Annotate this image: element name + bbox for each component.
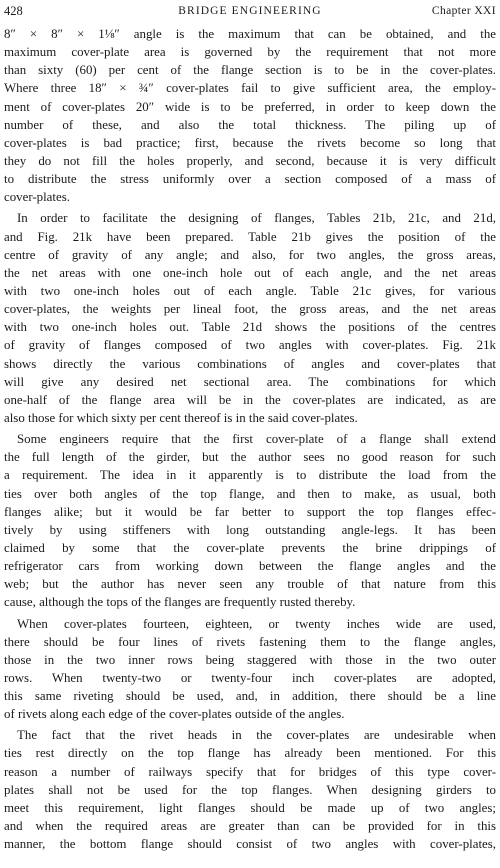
- text-line: will give any desired net sectional area. The combinations for which: [4, 374, 496, 389]
- text-line: the full length of the girder, but the author sees no good reason for such: [4, 450, 496, 465]
- text-line: claimed by some that the cover-plate prevents the brine drippings of: [4, 540, 496, 555]
- text-line: of gravity of flanges composed of two angles with cover-plates. Fig. 21k: [4, 338, 496, 353]
- page-number: 428: [4, 4, 23, 18]
- text-line: meet this requirement, light flanges should be made up of two angles;: [4, 800, 496, 815]
- text-line: tively by using stiffeners with long outstanding angle-legs. It has been: [4, 522, 496, 537]
- running-title: BRIDGE ENGINEERING: [178, 5, 322, 17]
- paragraph: [4, 25, 496, 206]
- text-line: When cover-plates fourteen, eighteen, or twenty inches wide are used,: [17, 616, 496, 631]
- text-line: 8″ × 8″ × 1⅛″ angle is the maximum that can be obtained, and the: [4, 27, 496, 41]
- text-line: than sixty (60) per cent of the flange section is to be in the cover-plates.: [4, 63, 496, 78]
- paragraph: [4, 209, 496, 427]
- text-line: centre of gravity of any angle; and also, for two angles, the gross areas,: [4, 247, 496, 262]
- text-line: and Fig. 21k have been prepared. Table 21b gives the position of the: [4, 229, 496, 244]
- text-line: Where three 18″ × ¾″ cover-plates fail to give sufficient area, the employ-: [4, 81, 496, 96]
- text-line: a requirement. The idea in it apparently is to distribute the load from the: [4, 468, 496, 483]
- text-line: one-half of the flange area will be in the cover-plates are indicated, as are: [4, 392, 496, 407]
- text-line: flanges alike; but it would be far better to support the top flanges effec-: [4, 504, 496, 519]
- text-line: reason a number of railways specify that for bridges of this type cover-: [4, 764, 496, 779]
- text-line: cover-plates, the weights per lineal foot, the gross areas, and the net areas: [4, 302, 496, 317]
- text-line: with two one-inch holes out. Table 21d shows the positions of the centres: [4, 320, 496, 335]
- text-line: with two one-inch holes out of each angle. Table 21c gives, for various: [4, 283, 496, 298]
- body-text: [4, 25, 496, 856]
- text-line: Some engineers require that the first cover-plate of a flange shall extend: [17, 432, 496, 447]
- chapter-label: Chapter XXI: [431, 5, 496, 17]
- paragraph: [4, 430, 496, 611]
- text-line: also those for which sixty per cent thereof is in the said cover-plates.: [4, 410, 358, 425]
- paragraph: [4, 726, 496, 853]
- text-line: to distribute the stress uniformly over a section composed of a mass of: [4, 172, 496, 187]
- text-line: shows directly the various combinations of angles and cover-plates that: [4, 356, 496, 371]
- text-line: ment of cover-plates 20″ wide is to be preferred, in order to keep down the: [4, 99, 496, 114]
- text-line: plates shall not be used for the top flanges. When designing girders to: [4, 782, 496, 797]
- text-line: cause, although the tops of the flanges are frequently rusted thereby.: [4, 595, 356, 610]
- text-line: refrigerator cars from working down between the flange angles and the: [4, 559, 496, 574]
- text-line: rows. When twenty-two or twenty-four inch cover-plates are adopted,: [4, 670, 496, 685]
- text-line: In order to facilitate the designing of flanges, Tables 21b, 21c, and 21d,: [17, 211, 496, 226]
- text-line: this same riveting should be used, and, in addition, there should be a line: [4, 689, 496, 704]
- text-line: maximum cover-plate area is governed by the requirement that not more: [4, 45, 496, 60]
- text-line: ties over both angles of the top flange, and then to make, as usual, both: [4, 486, 496, 501]
- running-head: [4, 2, 496, 20]
- text-line: the net areas with one one-inch hole out of each angle, and the net areas: [4, 265, 496, 280]
- text-line: number of these, and also the total thickness. The piling up of: [4, 117, 496, 132]
- text-line: ties rest directly on the top flange has already been mentioned. For this: [4, 746, 496, 761]
- text-line: they do not fill the holes properly, and second, because it is very difficult: [4, 153, 496, 168]
- paragraph: [4, 615, 496, 724]
- text-line: and when the required areas are greater than can be provided for in this: [4, 819, 496, 834]
- text-line: there should be four lines of rivets fastening them to the flange angles,: [4, 634, 496, 649]
- text-line: The fact that the rivet heads in the cover-plates are undesirable when: [17, 728, 496, 743]
- text-line: web; but the author has never seen any trouble of that nature from this: [4, 577, 496, 592]
- text-line: manner, the bottom flange should consist of two angles with cover-plates,: [4, 837, 496, 852]
- text-line: cover-plates.: [4, 190, 70, 205]
- text-line: of rivets along each edge of the cover-plates outside of the angles.: [4, 707, 345, 722]
- text-line: those in the two inner rows being staggered with those in the two outer: [4, 652, 496, 667]
- text-line: cover-plates is bad practice; first, because the rivets become so long that: [4, 135, 496, 150]
